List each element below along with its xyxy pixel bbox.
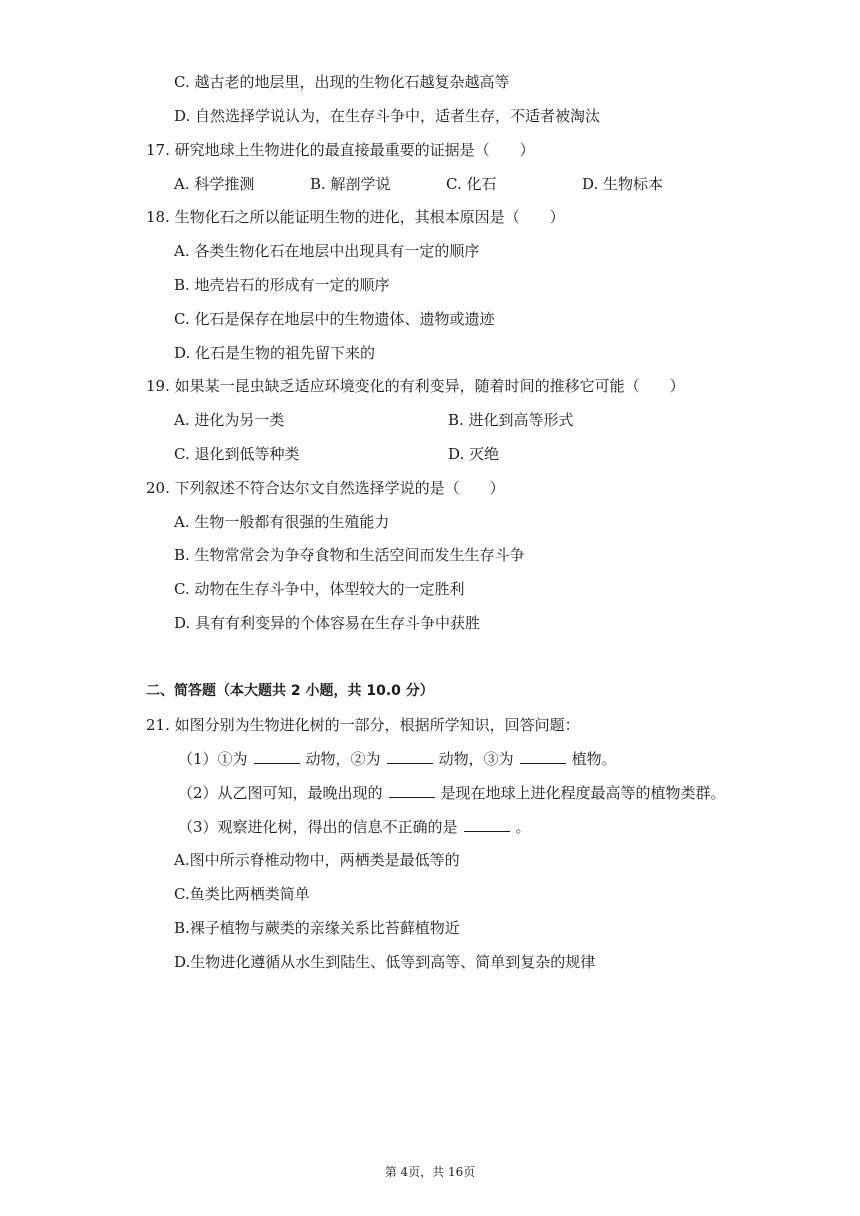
q21-part3-text-a: （3）观察进化树，得出的信息不正确的是 — [178, 818, 458, 836]
q20-option-d: D. 具有有利变异的个体容易在生存斗争中获胜 — [174, 614, 481, 632]
q19-option-c: C. 退化到低等种类 — [174, 445, 300, 463]
q18-option-d: D. 化石是生物的祖先留下来的 — [174, 344, 376, 362]
q17-option-c: C. 化石 — [446, 175, 497, 193]
q21-part1 — [178, 749, 617, 769]
q21-part1-text-c: 动物，③为 — [438, 750, 514, 768]
q20-option-b: B. 生物常常会为争夺食物和生活空间而发生生存斗争 — [174, 546, 525, 564]
q18-option-a: A. 各类生物化石在地层中出现具有一定的顺序 — [174, 242, 480, 260]
q19-option-d: D. 灭绝 — [448, 445, 500, 463]
q21-choice-d: D.生物进化遵循从水生到陆生、低等到高等、简单到复杂的规律 — [174, 953, 596, 971]
q17-stem: 17. 研究地球上生物进化的最直接最重要的证据是（ ） — [146, 141, 535, 159]
q21-part1-text-a: （1）①为 — [178, 750, 248, 768]
section-title: 二、简答题（本大题共 2 小题，共 10.0 分） — [146, 683, 434, 699]
q21-part3 — [178, 817, 531, 837]
answer-blank[interactable] — [254, 751, 300, 764]
q21-choice-b: B.裸子植物与蕨类的亲缘关系比苔藓植物近 — [174, 919, 460, 937]
q16-option-d: D. 自然选择学说认为，在生存斗争中，适者生存，不适者被淘汰 — [174, 107, 601, 125]
q21-choice-a: A.图中所示脊椎动物中，两栖类是最低等的 — [174, 851, 460, 869]
q18-option-c: C. 化石是保存在地层中的生物遗体、遗物或遗迹 — [174, 310, 495, 328]
q21-part2-text-a: （2）从乙图可知，最晚出现的 — [178, 784, 383, 802]
q20-option-c: C. 动物在生存斗争中，体型较大的一定胜利 — [174, 580, 465, 598]
q19-option-b: B. 进化到高等形式 — [448, 411, 574, 429]
answer-blank[interactable] — [389, 785, 435, 798]
q21-part2-text-b: 是现在地球上进化程度最高等的植物类群。 — [440, 784, 726, 802]
q21-stem: 21. 如图分别为生物进化树的一部分，根据所学知识，回答问题： — [146, 716, 580, 734]
q20-option-a: A. 生物一般都有很强的生殖能力 — [174, 513, 390, 531]
q19-option-a: A. 进化为另一类 — [174, 411, 285, 429]
q18-stem: 18. 生物化石之所以能证明生物的进化，其根本原因是（ ） — [146, 208, 565, 226]
q17-option-d: D. 生物标本 — [582, 175, 664, 193]
q20-stem: 20. 下列叙述不符合达尔文自然选择学说的是（ ） — [146, 479, 505, 497]
q17-option-b: B. 解剖学说 — [310, 175, 391, 193]
page-footer: 第 4页，共 16页 — [384, 1165, 476, 1179]
q21-part1-text-b: 动物，②为 — [305, 750, 381, 768]
q21-part1-text-d: 植物。 — [571, 750, 617, 768]
q19-stem: 19. 如果某一昆虫缺乏适应环境变化的有利变异，随着时间的推移它可能（ ） — [146, 377, 685, 395]
q21-part2 — [178, 783, 726, 803]
answer-blank[interactable] — [387, 751, 433, 764]
q16-option-c: C. 越古老的地层里，出现的生物化石越复杂越高等 — [174, 73, 510, 91]
answer-blank[interactable] — [464, 819, 510, 832]
q17-option-a: A. 科学推测 — [174, 175, 255, 193]
q21-choice-c: C.鱼类比两栖类简单 — [174, 885, 310, 903]
answer-blank[interactable] — [520, 751, 566, 764]
q18-option-b: B. 地壳岩石的形成有一定的顺序 — [174, 276, 390, 294]
q21-part3-text-b: 。 — [515, 818, 531, 836]
